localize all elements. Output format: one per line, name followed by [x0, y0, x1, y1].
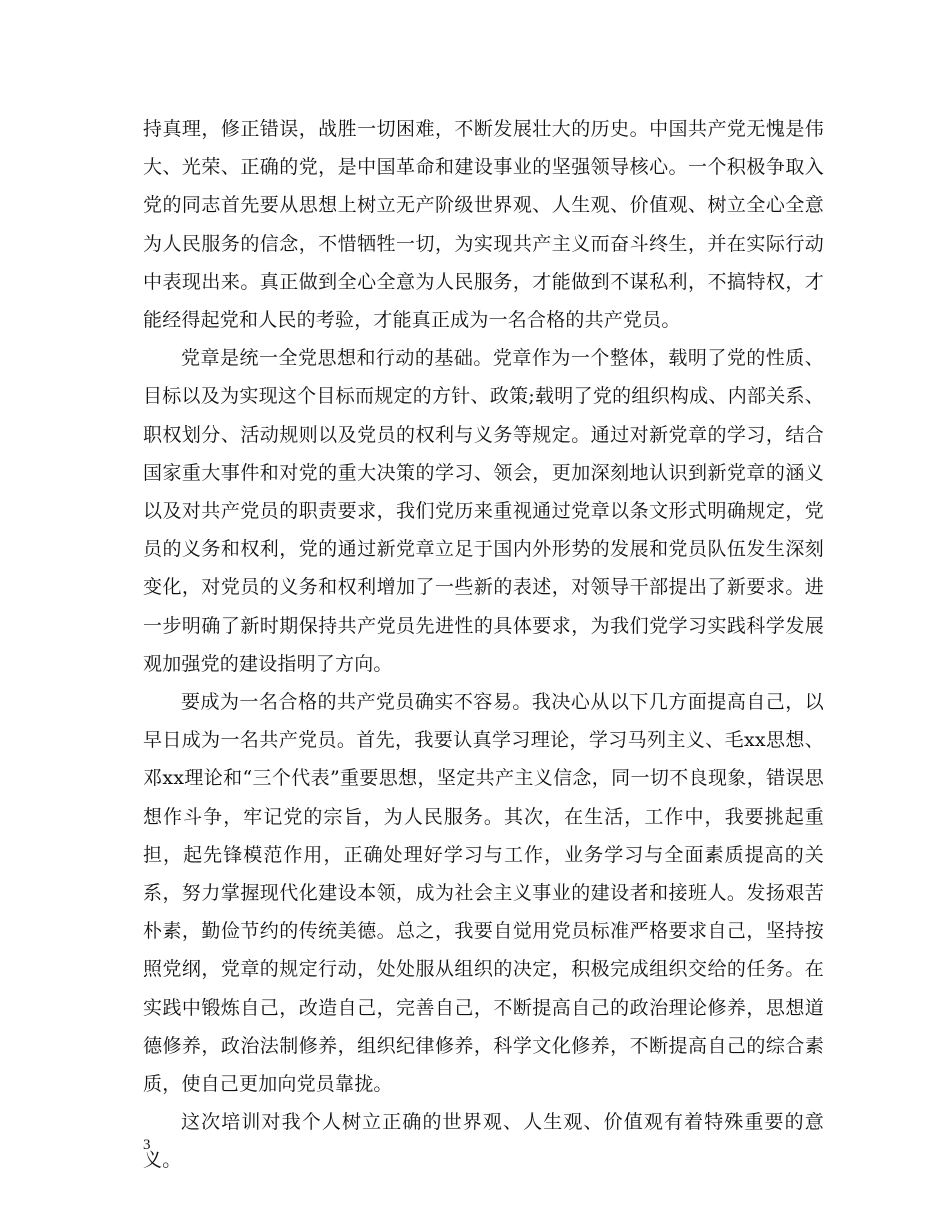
page-number: 3: [143, 1137, 151, 1153]
paragraph-party-constitution: 党章是统一全党思想和行动的基础。党章作为一个整体，载明了党的性质、目标以及为实现这个目标而规定的方针、政策;载明了党的组织构成、内部关系、职权划分、活动规则以及党员的权利与义务等规定。通过对新党章的学习，结合国家重大事件和对党的重大决策的学习、领会，更加深刻地认识到新党章的涵义以及对共产党员的职责要求，我们党历来重视通过党章以条文形式明确规定，党员的义务和权利，党的通过新党章立足于国内外形势的发展和党员队伍发生深刻变化，对党员的义务和权利增加了一些新的表述，对领导干部提出了新要求。进一步明确了新时期保持共产党员先进性的具体要求，为我们党学习实践科学发展观加强党的建设指明了方向。: [143, 347, 824, 675]
paragraph-self-improvement: 要成为一名合格的共产党员确实不容易。我决心从以下几方面提高自己，以早日成为一名共产党员。首先，我要认真学习理论，学习马列主义、毛xx思想、邓xx理论和“三个代表”重要思想，坚定共产主义信念，同一切不良现象，错误思想作斗争，牢记党的宗旨，为人民服务。其次，在生活，工作中，我要挑起重担，起先锋模范作用，正确处理好学习与工作，业务学习与全面素质提高的关系，努力掌握现代化建设本领，成为社会主义事业的建设者和接班人。发扬艰苦朴素，勤俭节约的传统美德。总之，我要自觉用党员标准严格要求自己，坚持按照党纲，党章的规定行动，处处服从组织的决定，积极完成组织交给的任务。在实践中锻炼自己，改造自己，完善自己，不断提高自己的政治理论修养，思想道德修养，政治法制修养，组织纪律修养，科学文化修养，不断提高自己的综合素质，使自己更加向党员靠拢。: [143, 691, 824, 1096]
paragraph-training-significance: 这次培训对我个人树立正确的世界观、人生观、价值观有着特殊重要的意义。: [143, 1111, 824, 1172]
document-body: [143, 110, 824, 1180]
paragraph-continuation: 持真理，修正错误，战胜一切困难，不断发展壮大的历史。中国共产党无愧是伟大、光荣、正确的党，是中国革命和建设事业的坚强领导核心。一个积极争取入党的同志首先要从思想上树立无产阶级世界观、人生观、价值观、树立全心全意为人民服务的信念，不惜牺牲一切，为实现共产主义而奋斗终生，并在实际行动中表现出来。真正做到全心全意为人民服务，才能做到不谋私利，不搞特权，才能经得起党和人民的考验，才能真正成为一名合格的共产党员。: [143, 118, 824, 332]
